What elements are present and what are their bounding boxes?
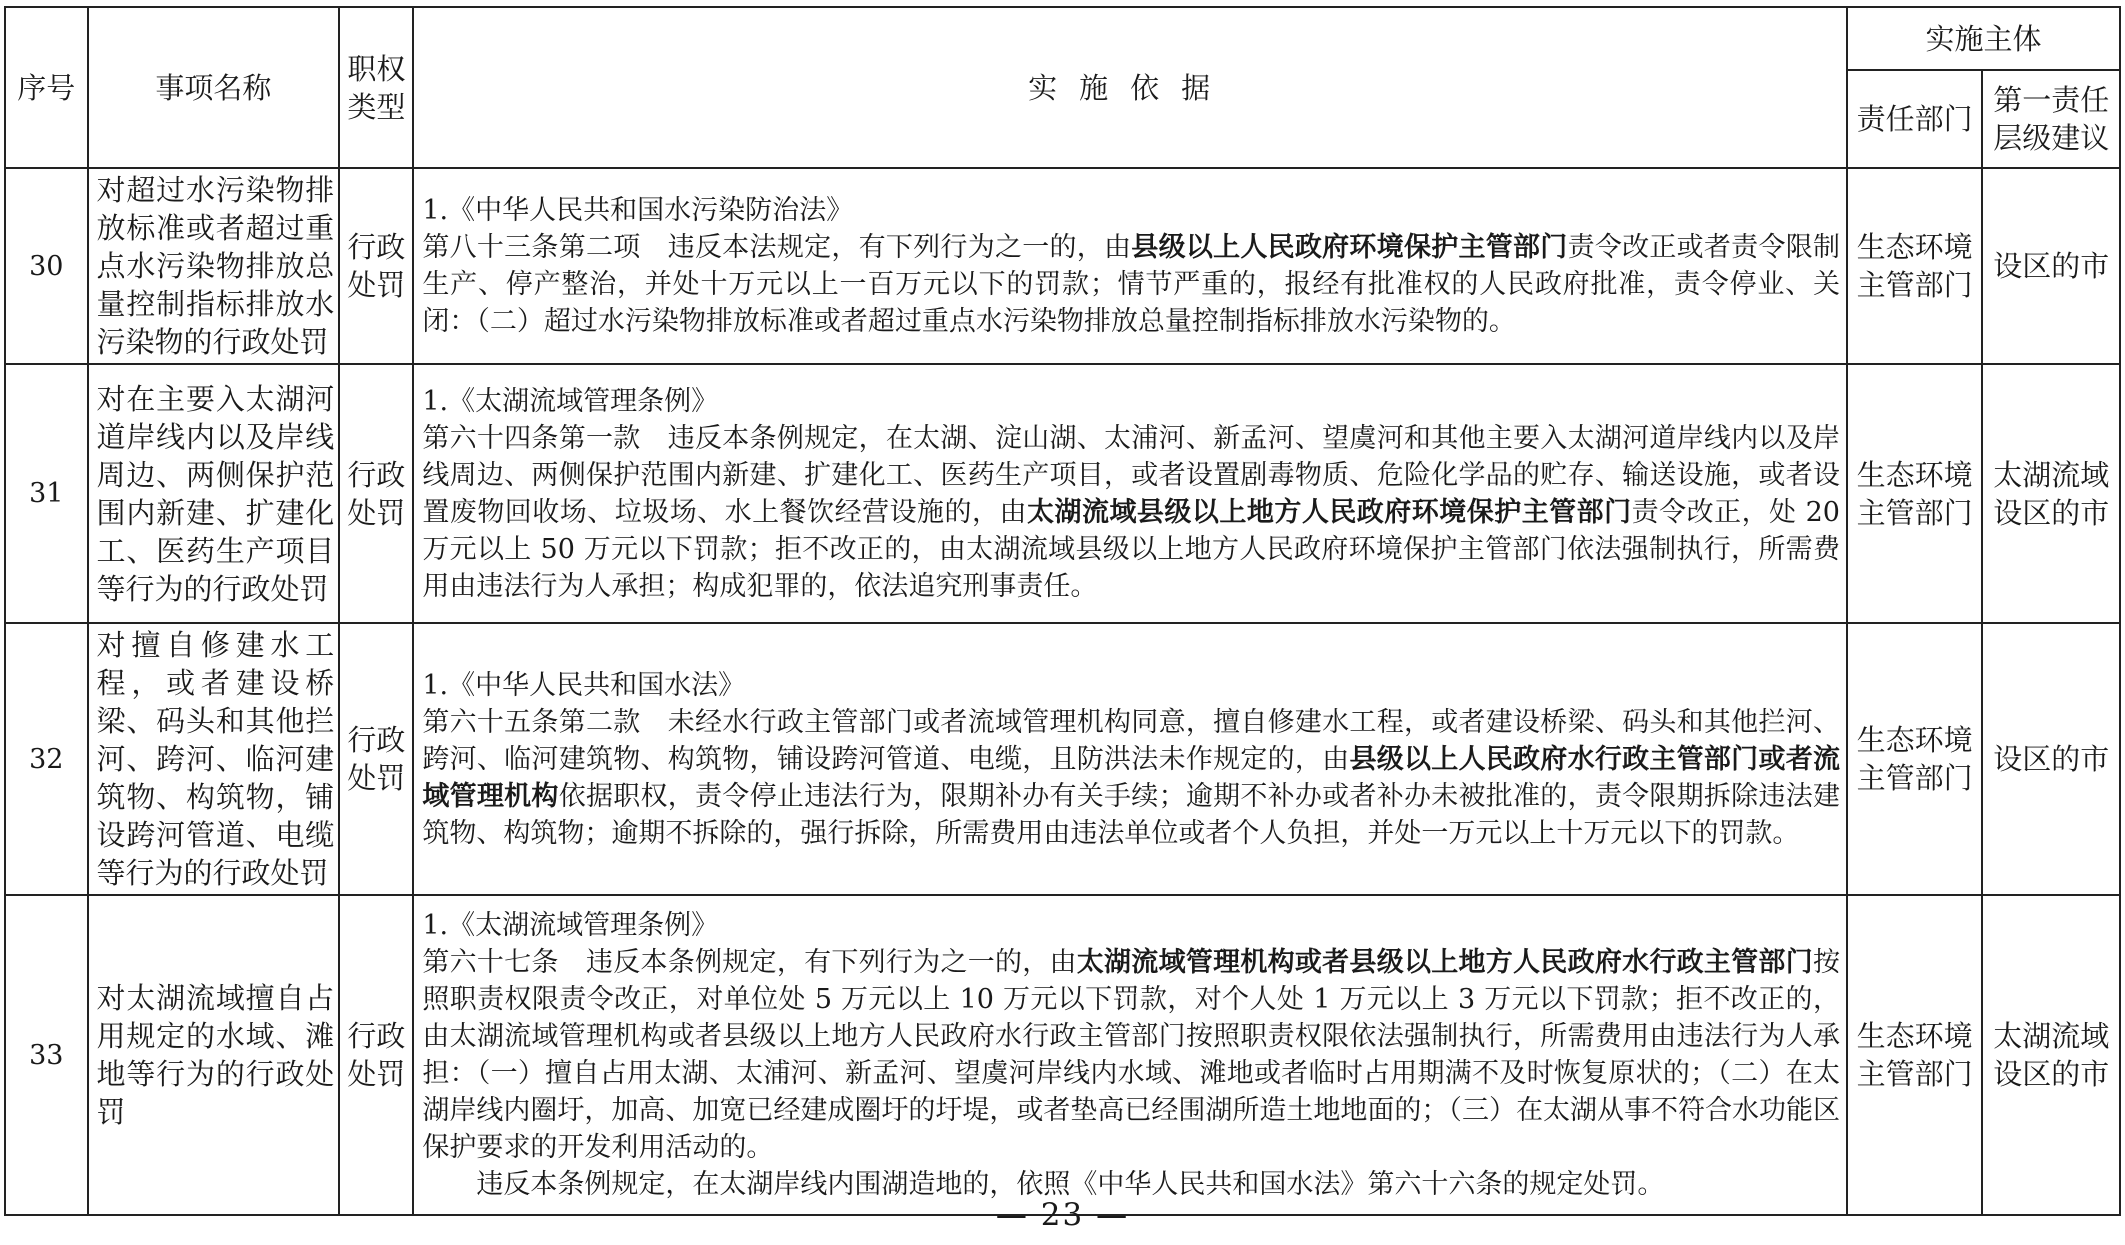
row-level-line1: 设区的市	[1993, 249, 2110, 283]
header-name: 事项名称	[88, 7, 340, 168]
row-dept-line1: 生态环境	[1856, 1019, 1973, 1053]
row-basis-text	[422, 704, 1840, 852]
row-basis-text	[422, 944, 1840, 1166]
row-type	[339, 168, 413, 364]
basis-post: 责令改正，处 20 万元以上 50 万元以下罚款；拒不改正的，由太湖流域县级以上地方人民政府环境保护主管部门依法强制执行，所需费用由违法行为人承担；构成犯罪的，依法追究刑事责任。	[422, 496, 1840, 602]
header-basis	[413, 7, 1847, 168]
row-level-line1: 设区的市	[1993, 742, 2110, 776]
basis-pre: 第六十四条第一款 违反本条例规定，在太湖、淀山湖、太浦河、新孟河、望虞河和其他主要入太湖河道岸线内以及岸线周边、两侧保护范围内新建、扩建化工、医药生产项目，或者设置剧毒物质、危险化学品的贮存、输送设施，或者设置废物回收场、垃圾场、水上餐饮经营设施的，由	[422, 422, 1840, 528]
header-level	[1982, 70, 2120, 168]
row-basis	[413, 895, 1847, 1215]
row-dept-line2: 主管部门	[1856, 1057, 1973, 1091]
row-type	[339, 364, 413, 623]
row-dept	[1847, 364, 1982, 623]
basis-pre: 第六十五条第二款 未经水行政主管部门或者流域管理机构同意，擅自修建水工程，或者建设桥梁、码头和其他拦河、跨河、临河建筑物、构筑物，铺设跨河管道、电缆，且防洪法未作规定的，由	[422, 706, 1840, 775]
row-level	[1982, 168, 2120, 364]
row-law: 1.《太湖流域管理条例》	[422, 910, 719, 941]
table-row	[5, 168, 2120, 364]
header-level-line2: 层级建议	[1993, 121, 2110, 155]
header-basis-label: 实施依据	[1028, 70, 1233, 105]
row-basis	[413, 364, 1847, 623]
row-dept-line2: 主管部门	[1856, 268, 1973, 302]
table-row	[5, 364, 2120, 623]
row-type	[339, 623, 413, 895]
row-law: 1.《太湖流域管理条例》	[422, 385, 719, 417]
header-dept: 责任部门	[1847, 70, 1982, 168]
header-type	[339, 7, 413, 168]
row-type-line2: 处罚	[347, 1057, 406, 1091]
row-num: 30	[5, 168, 88, 364]
row-type-line1: 行政	[347, 1019, 406, 1053]
basis-authority: 太湖流域县级以上地方人民政府环境保护主管部门	[1027, 496, 1632, 528]
row-basis	[413, 623, 1847, 895]
header-type-line2: 类型	[347, 89, 406, 124]
row-item-name: 对在主要入太湖河道岸线内以及岸线周边、两侧保护范围内新建、扩建化工、医药生产项目等行为的行政处罚	[88, 364, 340, 623]
basis-post: 责令改正或者责令限制生产、停产整治，并处十万元以上一百万元以下的罚款；情节严重的，报经有批准权的人民政府批准，责令停业、关闭：（二）超过水污染物排放标准或者超过重点水污染物排放总量控制指标排放水污染物的。	[422, 232, 1840, 337]
row-dept-line1: 生态环境	[1856, 230, 1973, 264]
row-type-line2: 处罚	[347, 268, 406, 302]
header-row-1	[5, 7, 2120, 70]
row-level-line2: 设区的市	[1993, 495, 2110, 530]
row-item-name: 对太湖流域擅自占用规定的水域、滩地等行为的行政处罚	[88, 895, 340, 1215]
table-row	[5, 623, 2120, 895]
row-dept-line1: 生态环境	[1856, 723, 1973, 757]
row-type-line1: 行政	[347, 230, 406, 264]
row-item-name: 对超过水污染物排放标准或者超过重点水污染物排放总量控制指标排放水污染物的行政处罚	[88, 168, 340, 364]
row-dept	[1847, 895, 1982, 1215]
row-basis-extra: 违反本条例规定，在太湖岸线内围湖造地的，依照《中华人民共和国水法》第六十六条的规定处罚。	[476, 1169, 1665, 1200]
row-level	[1982, 895, 2120, 1215]
row-num: 32	[5, 623, 88, 895]
row-level-line2: 设区的市	[1993, 1057, 2110, 1091]
row-basis	[413, 168, 1847, 364]
row-type-line2: 处罚	[347, 495, 406, 530]
row-basis-text	[422, 420, 1840, 605]
row-law: 1.《中华人民共和国水污染防治法》	[422, 195, 854, 226]
row-level-line1: 太湖流域	[1993, 457, 2110, 492]
row-dept	[1847, 623, 1982, 895]
row-basis-text	[422, 229, 1840, 340]
row-law: 1.《中华人民共和国水法》	[422, 669, 746, 701]
row-dept-line2: 主管部门	[1856, 495, 1973, 530]
basis-authority: 县级以上人民政府环境保护主管部门	[1131, 232, 1568, 263]
basis-pre: 第六十七条 违反本条例规定，有下列行为之一的，由	[422, 947, 1077, 978]
row-num: 33	[5, 895, 88, 1215]
row-type-line1: 行政	[347, 723, 406, 757]
header-level-line1: 第一责任	[1993, 83, 2110, 117]
basis-post: 依据职权，责令停止违法行为，限期补办有关手续；逾期不补办或者补办未被批准的，责令限期拆除违法建筑物、构筑物；逾期不拆除的，强行拆除，所需费用由违法单位或者个人负担，并处一万元以上十万元以下的罚款。	[422, 780, 1840, 849]
row-level-line1: 太湖流域	[1993, 1019, 2110, 1053]
header-type-line1: 职权	[347, 51, 406, 86]
row-type-line2: 处罚	[347, 761, 406, 795]
row-dept-line2: 主管部门	[1856, 761, 1973, 795]
basis-authority: 县级以上人民政府水行政主管部门或者流域管理机构	[422, 743, 1840, 812]
header-subject: 实施主体	[1847, 7, 2120, 70]
basis-pre: 第八十三条第二项 违反本法规定，有下列行为之一的，由	[422, 232, 1132, 263]
row-num: 31	[5, 364, 88, 623]
row-dept	[1847, 168, 1982, 364]
row-dept-line1: 生态环境	[1856, 457, 1973, 492]
basis-authority: 太湖流域管理机构或者县级以上地方人民政府水行政主管部门	[1076, 947, 1813, 978]
header-num: 序号	[5, 7, 88, 168]
page-number: — 23 —	[995, 1197, 1130, 1233]
row-type-line1: 行政	[347, 457, 406, 492]
row-level	[1982, 623, 2120, 895]
row-item-name: 对擅自修建水工程，或者建设桥梁、码头和其他拦河、跨河、临河建筑物、构筑物，铺设跨河管道、电缆等行为的行政处罚	[88, 623, 340, 895]
basis-post: 按照职责权限责令改正，对单位处 5 万元以上 10 万元以下罚款，对个人处 1 万元以上 3 万元以下罚款；拒不改正的，由太湖流域管理机构或者县级以上地方人民政府水行政主管部门按照职责权限依法强制执行，所需费用由违法行为人承担：（一）擅自占用太湖、太浦河、新孟河、望虞河岸线内水域、滩地或者临时占用期满不及时恢复原状的；（二）在太湖岸线内圈圩，加高、加宽已经建成圈圩的圩堤，或者垫高已经围湖所造土地地面的；（三）在太湖从事不符合水功能区保护要求的开发利用活动的。	[422, 947, 1840, 1163]
row-level	[1982, 364, 2120, 623]
table-row	[5, 895, 2120, 1215]
row-type	[339, 895, 413, 1215]
enforcement-table	[4, 6, 2121, 1216]
